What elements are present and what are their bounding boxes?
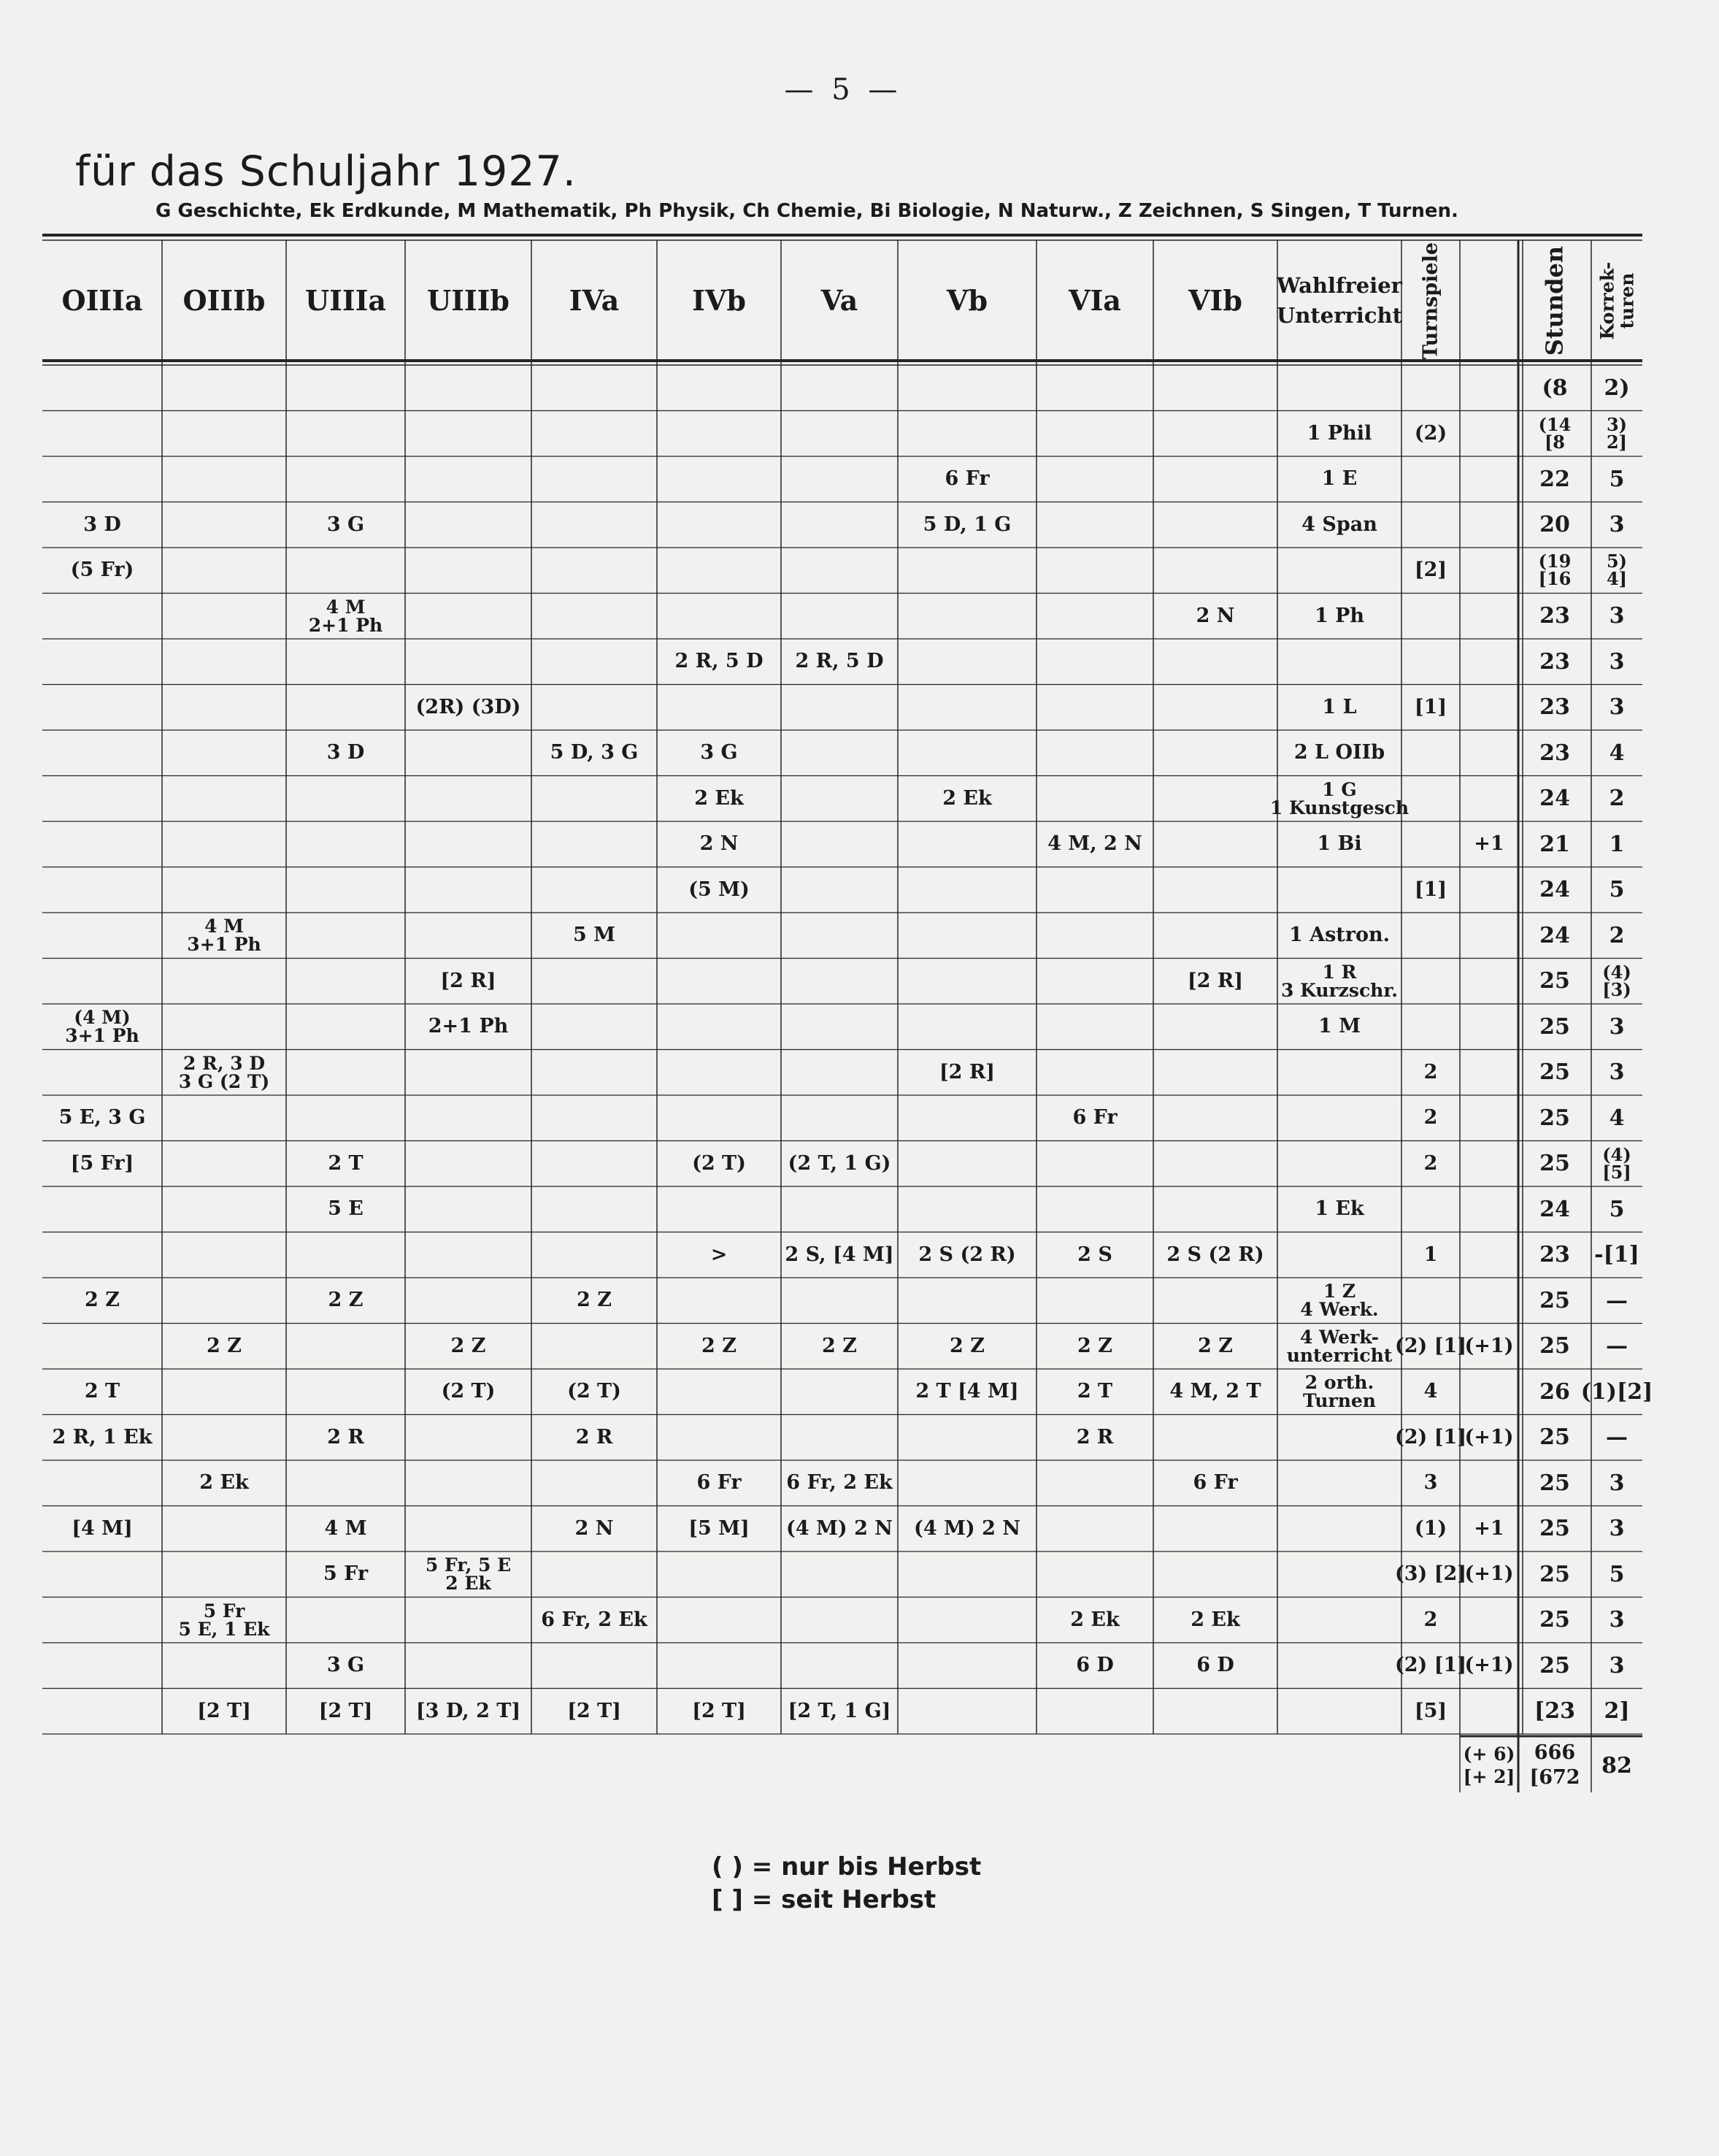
table-cell: 2 T [328, 1151, 364, 1175]
table-cell: 1 Bi [1317, 832, 1362, 856]
table-cell: 3 [1423, 1471, 1438, 1495]
table-cell: 25 [1539, 1561, 1570, 1587]
table-cell: 2 Ek [1070, 1608, 1120, 1631]
table-cell: 25 [1539, 968, 1570, 994]
table-cell: 2 Z [822, 1334, 857, 1357]
table-cell: [23 [1534, 1698, 1575, 1725]
table-cell: 2) [1604, 375, 1630, 401]
table-cell: (4) [5] [1602, 1143, 1631, 1183]
column-header-1: OIIIb [182, 283, 266, 317]
table-cell: (4 M) 3+1 Ph [65, 1007, 139, 1047]
table-cell: (5 M) [688, 878, 750, 901]
table-cell: [2 T] [692, 1699, 746, 1722]
total-corrections: 82 [1601, 1752, 1632, 1779]
table-cell: 4 M, 2 N [1047, 832, 1142, 856]
table-cell: (+1) [1464, 1562, 1514, 1586]
column-header-8: VIa [1069, 283, 1121, 317]
table-cell: 2 Ek [694, 786, 744, 810]
table-cell: 3 [1609, 603, 1625, 629]
table-cell: 2 [1609, 786, 1625, 812]
table-cell: (8 [1542, 375, 1568, 401]
table-cell: (5 Fr) [70, 559, 134, 582]
page-title: für das Schuljahr 1927. [75, 147, 577, 196]
table-cell: (19 [16 [1538, 550, 1572, 590]
table-cell: 20 [1539, 512, 1570, 538]
table-cell: [2 T] [318, 1699, 373, 1722]
table-cell: 4 M 3+1 Ph [187, 916, 261, 956]
table-cell: 2 [1423, 1608, 1438, 1631]
table-cell: — [1606, 1424, 1628, 1451]
table-cell: 6 Fr [945, 467, 990, 491]
table-cell: [2 T, 1 G] [788, 1699, 891, 1722]
column-header-11: Turnspiele [1419, 242, 1442, 359]
table-cell: (2) [1] [1394, 1654, 1467, 1677]
table-cell: 3 [1609, 1013, 1625, 1040]
table-cell: 2 Z [450, 1334, 486, 1357]
table-cell: 2 orth. Turnen [1303, 1372, 1376, 1412]
table-cell: 2 R, 3 D 3 G (2 T) [178, 1052, 270, 1092]
table-cell: 25 [1539, 1013, 1570, 1040]
table-cell: 2+1 Ph [428, 1015, 509, 1038]
table-cell: 5 D, 1 G [923, 513, 1012, 536]
notation-notes [712, 1851, 981, 1917]
table-cell: 2 Z [701, 1334, 737, 1357]
table-cell: 2 T [84, 1380, 120, 1403]
table-cell: 2 Z [577, 1289, 612, 1312]
table-cell: 3 G [700, 741, 738, 764]
table-cell: 2 Ek [1191, 1608, 1240, 1631]
table-cell: 3 [1609, 1470, 1625, 1496]
table-cell: 24 [1539, 877, 1570, 903]
table-cell: 2 L OIIb [1293, 741, 1385, 764]
table-cell: 3 [1609, 1607, 1625, 1633]
table-cell: (2 T) [692, 1151, 746, 1175]
table-cell: 25 [1539, 1607, 1570, 1633]
table-cell: 2 S [1077, 1243, 1112, 1266]
table-cell: 2 Z [207, 1334, 242, 1357]
table-cell: 6 Fr [1193, 1471, 1238, 1495]
table-cell: [5 M] [688, 1516, 750, 1540]
table-cell: (2) [1] [1394, 1425, 1467, 1449]
table-cell: 25 [1539, 1424, 1570, 1451]
table-cell: 3 D [326, 741, 365, 764]
column-header-7: Vb [946, 283, 988, 317]
table-cell: 2 Ek [199, 1471, 249, 1495]
table-cell: (2 T, 1 G) [788, 1151, 891, 1175]
table-cell: 4 [1423, 1380, 1438, 1403]
table-cell: 1 Z 4 Werk. [1300, 1281, 1379, 1321]
table-cell: 2 N [1196, 604, 1235, 627]
table-cell: [2 R] [440, 969, 496, 992]
column-header-10: Wahlfreier Unterricht [1277, 272, 1402, 328]
table-cell: [2 R] [939, 1060, 996, 1083]
table-cell: 1 [1423, 1243, 1438, 1266]
table-cell: 2 R [327, 1425, 364, 1449]
table-cell: 6 Fr, 2 Ek [541, 1608, 647, 1631]
table-cell: 5) 4] [1606, 550, 1628, 590]
table-cell: 1 Ek [1315, 1197, 1364, 1221]
table-cell: 23 [1539, 694, 1570, 721]
table-cell: 5 [1609, 1561, 1625, 1587]
table-cell: 6 Fr [1072, 1106, 1118, 1129]
table-cell: 3 [1609, 1652, 1625, 1679]
table-cell: 5 [1609, 466, 1625, 492]
table-cell: 4 M 2+1 Ph [308, 596, 383, 636]
table-cell: 5 Fr [323, 1562, 369, 1586]
column-header-13: Stunden [1540, 245, 1569, 356]
table-cell: (+1) [1464, 1654, 1514, 1677]
table-cell: 2 Z [1198, 1334, 1233, 1357]
table-cell: (2R) (3D) [415, 695, 521, 718]
table-cell: 5 E [328, 1197, 364, 1221]
table-cell: 2 S, [4 M] [785, 1243, 894, 1266]
table-cell: 5 Fr, 5 E 2 Ek [425, 1554, 512, 1595]
column-header-2: UIIIa [304, 283, 387, 317]
table-cell: (1) [1414, 1516, 1447, 1540]
table-cell: 6 Fr [696, 1471, 742, 1495]
table-cell: 4 [1609, 740, 1625, 766]
table-cell: 1 [1609, 831, 1625, 857]
table-cell: 2 Z [85, 1289, 120, 1312]
table-cell: 1 Ph [1314, 604, 1365, 627]
table-cell: 1 M [1318, 1015, 1361, 1038]
table-cell: (+1) [1464, 1334, 1514, 1357]
table-cell: (4 M) 2 N [786, 1516, 893, 1540]
table-cell: [1] [1414, 878, 1447, 901]
table-cell: (4 M) 2 N [914, 1516, 1020, 1540]
table-cell: 2 [1423, 1151, 1438, 1175]
table-cell: 25 [1539, 1059, 1570, 1086]
note-brackets: [ ] = seit Herbst [712, 1885, 937, 1914]
table-cell: 25 [1539, 1151, 1570, 1177]
table-cell: 5 [1609, 877, 1625, 903]
table-cell: 5 D, 3 G [550, 741, 639, 764]
table-cell: 4 [1609, 1105, 1625, 1131]
table-cell: 4 Werk- unterricht [1286, 1326, 1393, 1366]
table-cell: 1 E [1321, 467, 1358, 491]
table-cell: 2 [1423, 1060, 1438, 1083]
table-cell: 25 [1539, 1516, 1570, 1542]
table-cell: 3) 2] [1606, 413, 1628, 453]
column-header-14: Korrek- turen [1596, 261, 1637, 339]
table-cell: 2 S (2 R) [1166, 1243, 1264, 1266]
table-cell: 25 [1539, 1287, 1570, 1313]
table-cell: 2 N [699, 832, 739, 856]
table-cell: 5 E, 3 G [58, 1106, 146, 1129]
column-header-6: Va [820, 283, 858, 317]
total-hours: 666 [672 [1529, 1741, 1580, 1789]
table-cell: 23 [1539, 603, 1570, 629]
table-cell: [3 D, 2 T] [415, 1699, 521, 1722]
table-cell: 4 M [324, 1516, 367, 1540]
table-cell: 25 [1539, 1105, 1570, 1131]
table-cell: [4 M] [72, 1516, 133, 1540]
table-cell: [2 T] [567, 1699, 621, 1722]
note-parentheses: ( ) = nur bis Herbst [712, 1852, 982, 1881]
table-cell: 3 D [83, 513, 121, 536]
table-cell: 23 [1539, 740, 1570, 766]
table-cell: 1 Astron. [1288, 924, 1391, 947]
table-cell: [2 T] [197, 1699, 251, 1722]
table-cell: +1 [1474, 1516, 1504, 1540]
table-cell: 2 Ek [942, 786, 992, 810]
table-cell: 2 T [4 M] [915, 1380, 1019, 1403]
table-cell: 25 [1539, 1652, 1570, 1679]
table-cell: 4 Span [1301, 513, 1377, 536]
table-cell: 23 [1539, 1242, 1570, 1268]
column-header-0: OIIIa [61, 283, 143, 317]
table-cell: 3 [1609, 1516, 1625, 1542]
table-cell: 24 [1539, 786, 1570, 812]
table-cell: 2 R, 1 Ek [52, 1425, 153, 1449]
table-cell: > [710, 1243, 728, 1266]
table-cell: 21 [1539, 831, 1570, 857]
table-cell: 1 R 3 Kurzschr. [1281, 961, 1398, 1001]
column-header-3: UIIIb [426, 283, 510, 317]
table-cell: 1 L [1322, 695, 1357, 718]
abbreviation-legend: G Geschichte, Ek Erdkunde, M Mathematik, Ph Physik, Ch Chemie, Bi Biologie, N Naturw., Z Zeichnen, S Singen, T Turnen. [155, 200, 1458, 222]
table-cell: (3) [2] [1394, 1562, 1467, 1586]
table-cell: 5 [1609, 1196, 1625, 1222]
table-cell: 2 R, 5 D [674, 650, 764, 673]
table-cell: (1)[2] [1580, 1378, 1653, 1405]
table-cell: [5 Fr] [70, 1151, 134, 1175]
table-cell: 25 [1539, 1470, 1570, 1496]
table-cell: +1 [1474, 832, 1504, 856]
table-cell: 2 [1609, 922, 1625, 948]
table-cell: 2 Z [950, 1334, 985, 1357]
column-header-4: IVa [569, 283, 620, 317]
table-cell: 26 [1539, 1378, 1570, 1405]
table-cell: 2 [1423, 1106, 1438, 1129]
table-cell: 4 M, 2 T [1169, 1380, 1261, 1403]
table-cell: [2 R] [1187, 969, 1244, 992]
table-cell: 2 R, 5 D [795, 650, 884, 673]
table-cell: 24 [1539, 1196, 1570, 1222]
table-cell: (2 T) [441, 1380, 496, 1403]
table-cell: (2 T) [567, 1380, 621, 1403]
table-cell: 3 [1609, 512, 1625, 538]
total-extra: (+ 6) [+ 2] [1463, 1743, 1515, 1787]
table-cell: — [1606, 1333, 1628, 1359]
table-cell: -[1] [1594, 1242, 1639, 1268]
table-cell: 3 G [326, 513, 365, 536]
table-cell: 23 [1539, 648, 1570, 675]
table-cell: 2 Z [1077, 1334, 1112, 1357]
table-cell: 6 D [1196, 1654, 1234, 1677]
table-cell: (4) [3) [1602, 961, 1631, 1000]
table-cell: 3 [1609, 1059, 1625, 1086]
table-cell: 5 Fr 5 E, 1 Ek [178, 1600, 270, 1640]
table-cell: (14 [8 [1538, 413, 1572, 453]
table-cell: 3 [1609, 648, 1625, 675]
table-cell: 2] [1604, 1698, 1630, 1725]
table-cell: — [1606, 1287, 1628, 1313]
table-cell: 2 Z [328, 1289, 364, 1312]
table-cell: [5] [1414, 1699, 1447, 1722]
table-cell: 25 [1539, 1333, 1570, 1359]
page-number: — 5 — [784, 73, 902, 107]
table-cell: 6 D [1076, 1654, 1114, 1677]
table-cell: 2 R [575, 1425, 613, 1449]
table-cell: 2 N [574, 1516, 614, 1540]
table-cell: 2 T [1077, 1380, 1113, 1403]
table-cell: 6 Fr, 2 Ek [786, 1471, 893, 1495]
column-header-9: VIb [1188, 283, 1242, 317]
table-cell: 1 Phil [1307, 421, 1372, 445]
table-cell: 3 G [326, 1654, 365, 1677]
table-cell: 2 S (2 R) [918, 1243, 1016, 1266]
table-cell: 24 [1539, 922, 1570, 948]
table-cell: 2 R [1076, 1425, 1114, 1449]
table-cell: [2] [1414, 559, 1447, 582]
table-cell: [1] [1414, 695, 1447, 718]
table-cell: (2) [1] [1394, 1334, 1467, 1357]
table-cell: 5 M [572, 924, 616, 947]
column-header-5: IVb [692, 283, 746, 317]
table-cell: 3 [1609, 694, 1625, 721]
table-cell: (2) [1414, 421, 1447, 445]
table-cell: 1 G 1 Kunstgesch [1269, 778, 1410, 818]
table-cell: (+1) [1464, 1425, 1514, 1449]
table-cell: 22 [1539, 466, 1570, 492]
